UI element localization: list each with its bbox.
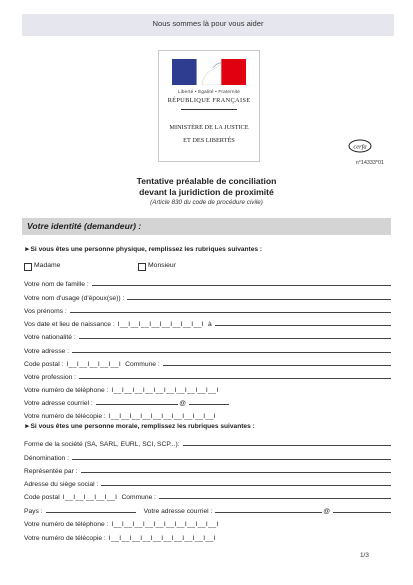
denomination-field[interactable] — [24, 452, 391, 462]
telecopie-moral-field[interactable] — [24, 532, 391, 542]
siege-label: Adresse du siège social : — [24, 481, 99, 488]
courriel-at: @ — [179, 400, 186, 407]
profession-field[interactable] — [24, 371, 391, 381]
courriel-field[interactable] — [24, 397, 229, 407]
telecopie-cells: I__I__I__I__I__I__I__I__I__I__I — [108, 413, 217, 420]
nom-famille-field[interactable] — [24, 278, 391, 288]
form-title-line1: Tentative préalable de conciliation — [136, 176, 277, 186]
telecopie-field[interactable] — [24, 410, 391, 420]
madame-label: Madame — [34, 262, 61, 269]
moral-person-instruction: ►Si vous êtes une personne morale, remplissez les rubriques suivantes : — [24, 423, 255, 430]
physical-person-instruction: ►Si vous êtes une personne physique, remplissez les rubriques suivantes : — [24, 246, 263, 253]
nom-famille-label: Votre nom de famille : — [24, 281, 89, 288]
section-identity — [22, 218, 391, 235]
pays-label: Pays : — [24, 508, 43, 515]
courriel-label: Votre adresse courriel : — [24, 400, 93, 407]
telephone-moral-field[interactable] — [24, 518, 391, 528]
form-title-line2: devant la juridiction de proximité — [139, 187, 274, 197]
form-subtitle: (Article 830 du code de procédure civile) — [150, 199, 263, 206]
ministry-logo — [158, 50, 260, 162]
nom-usage-label: Votre nom d'usage (d'époux(se)) : — [24, 295, 125, 302]
courriel-moral-at: @ — [323, 508, 330, 515]
naissance-a-label: à — [207, 321, 212, 328]
prenoms-label: Vos prénoms : — [24, 308, 67, 315]
cerfa-logo-icon — [348, 139, 372, 153]
nom-usage-field[interactable] — [24, 292, 391, 302]
code-postal-moral-label: Code postal — [24, 494, 60, 501]
profession-label: Votre profession : — [24, 374, 77, 381]
telephone-cells: I__I__I__I__I__I__I__I__I__I__I — [111, 387, 219, 394]
logo-ministere: MINISTÈRE DE LA JUSTICE ET DES LIBERTÉS — [169, 124, 249, 144]
pays-courriel-field[interactable] — [24, 505, 391, 515]
forme-societe-field[interactable] — [24, 438, 391, 448]
nationalite-field[interactable] — [24, 331, 391, 341]
code-postal-cells: I__I__I__I__I__I — [66, 361, 122, 368]
logo-motto: Liberté • Égalité • Fraternité — [177, 89, 241, 94]
code-postal-commune-field[interactable] — [24, 358, 391, 368]
form-number: n°14333*01 — [355, 160, 384, 166]
code-postal-moral-cells: I__I__I__I__I__I — [62, 494, 118, 501]
commune-label: Commune : — [125, 361, 160, 368]
help-banner — [22, 14, 394, 36]
adresse-label: Votre adresse : — [24, 348, 69, 355]
naissance-date-cells: I__I__I__I__I__I__I__I__I — [117, 321, 204, 328]
telephone-field[interactable] — [24, 384, 391, 394]
denomination-label: Dénomination : — [24, 455, 69, 462]
telephone-moral-label: Votre numéro de téléphone : — [24, 521, 109, 528]
monsieur-label: Monsieur — [148, 262, 176, 269]
monsieur-checkbox[interactable] — [138, 263, 146, 271]
representee-field[interactable] — [24, 465, 391, 475]
forme-societe-label: Forme de la société (SA, SARL, EURL, SCI, SCP...): — [24, 441, 180, 448]
logo-divider — [181, 109, 237, 110]
cerfa-text: cerfa — [353, 143, 367, 151]
commune-moral-label: Commune : — [121, 494, 157, 501]
telephone-label: Votre numéro de téléphone : — [24, 387, 109, 394]
naissance-label: Vos date et lieu de naissance : — [24, 321, 115, 328]
telecopie-moral-label: Votre numéro de télécopie : — [24, 535, 106, 542]
marianne-flag-icon — [172, 59, 246, 85]
help-banner-text: Nous sommes là pour vous aider — [152, 19, 264, 28]
siege-field[interactable] — [24, 478, 391, 488]
prenoms-field[interactable] — [24, 305, 391, 315]
logo-republique: RÉPUBLIQUE FRANÇAISE — [167, 97, 251, 104]
telephone-moral-cells: I__I__I__I__I__I__I__I__I__I__I — [111, 521, 219, 528]
section-identity-title: Votre identité (demandeur) : — [27, 221, 142, 231]
telecopie-moral-cells: I__I__I__I__I__I__I__I__I__I__I — [108, 535, 217, 542]
page-number: 1/3 — [360, 552, 369, 559]
adresse-field[interactable] — [24, 345, 391, 355]
courriel-moral-label: Votre adresse courriel : — [143, 508, 213, 515]
code-postal-commune-moral-field[interactable] — [24, 491, 391, 501]
naissance-field[interactable] — [24, 318, 391, 328]
telecopie-label: Votre numéro de télécopie : — [24, 413, 106, 420]
representee-label: Représentée par : — [24, 468, 78, 475]
nationalite-label: Votre nationalité : — [24, 334, 76, 341]
code-postal-label: Code postal : — [24, 361, 64, 368]
madame-checkbox[interactable] — [24, 263, 32, 271]
